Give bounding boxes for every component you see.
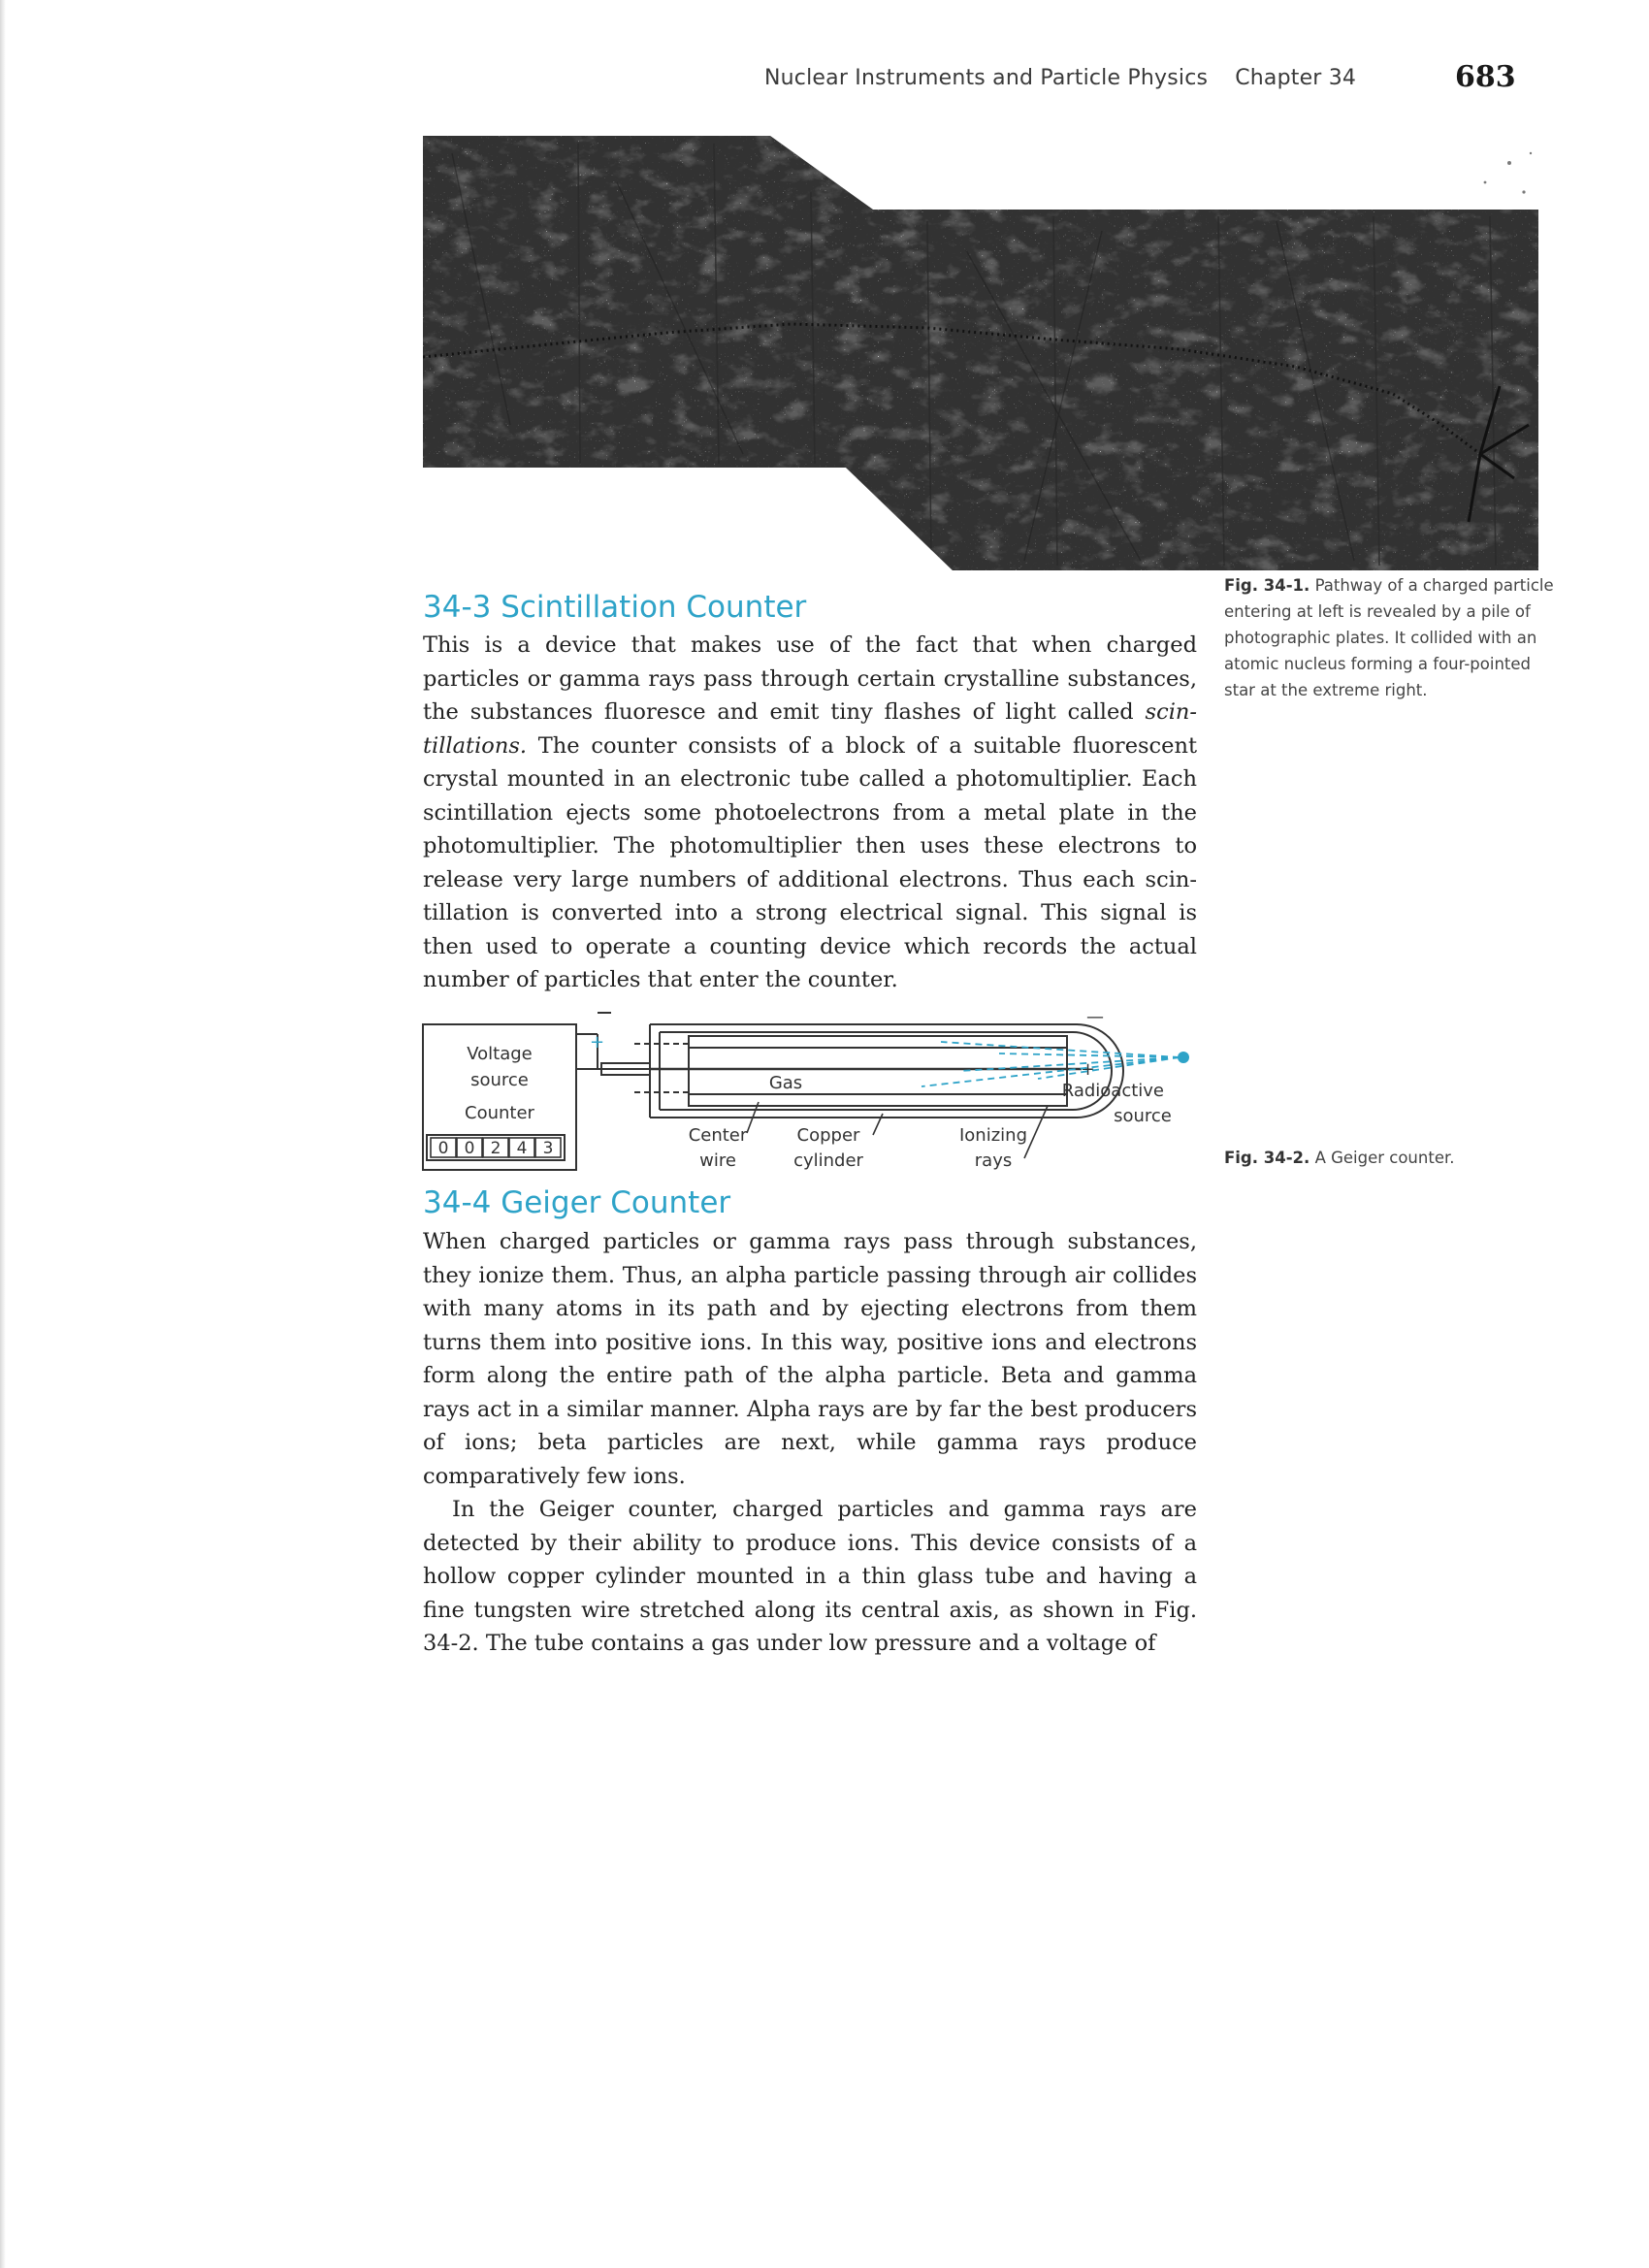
source-label: source: [470, 1070, 529, 1090]
figure-1-label: Fig. 34-1.: [1224, 576, 1310, 595]
counter-digit: 4: [516, 1139, 528, 1158]
cylinder-label: cylinder: [793, 1150, 863, 1171]
counter-digit: 2: [490, 1139, 501, 1158]
anode-plus: +: [1081, 1059, 1096, 1080]
chapter-label: Chapter 34: [1235, 66, 1357, 90]
figure-1-caption-text: Pathway of a charged particle entering at left is revealed by a pile of photographic plates. It collided with an atomic nucleus forming a four-pointed star at the extreme right.: [1224, 576, 1554, 699]
wire-label: wire: [699, 1150, 736, 1171]
counter-digit: 0: [437, 1139, 449, 1158]
particle-track-photograph: [423, 134, 1538, 570]
glass-tube: [601, 1024, 1123, 1118]
radioactive-label: Radioactive: [1061, 1081, 1164, 1101]
gas-label: Gas: [768, 1073, 803, 1093]
voltage-label: Voltage: [467, 1044, 533, 1064]
figure-2-caption-text: A Geiger counter.: [1314, 1149, 1455, 1167]
running-title: Nuclear Instruments and Particle Physics: [764, 66, 1209, 90]
counter-digit: 3: [542, 1139, 554, 1158]
center-label: Center: [688, 1125, 748, 1146]
minus-terminal: —: [1086, 1007, 1104, 1027]
italic-term: scintillations.: [423, 699, 1197, 759]
ionizing-label: Ionizing: [958, 1125, 1028, 1146]
radioactive-source-dot: [1178, 1052, 1189, 1063]
page-number: 683: [1455, 60, 1516, 94]
figure-2-caption: [1224, 1145, 1554, 1171]
counter-digit: 0: [464, 1139, 475, 1158]
running-head: [764, 66, 1356, 90]
copper-label: Copper: [796, 1125, 860, 1146]
section-34-4-paragraph-2: In the Geiger counter, charged particles and gamma rays are detected by their ability to produce ions. This device consists of a hollow copper cylinder mounted in a thin glass tube and having a fine tungsten wire stretched along its central axis, as shown in Fig. 34-2. The tube contains a gas under low pressure and a voltage of: [423, 1497, 1197, 1656]
section-34-3-body: [423, 629, 1197, 997]
section-34-4-paragraph-1: When charged particles or gamma rays pass through substances, they ionize them. Thus, an alpha particle passing through air collides with many atoms in its path and by ejecting electrons from them turns them into positive ions. In this way, positive ions and electrons form along the entire path of the alpha particle. Beta and gamma rays act in a similar manner. Alpha rays are by far the best producers of ions; beta particles are next, while gamma rays produce comparatively few ions.: [423, 1229, 1197, 1489]
geiger-counter-diagram: [417, 1007, 1212, 1182]
section-34-4-body: [423, 1225, 1197, 1661]
plus-terminal: +: [590, 1032, 605, 1053]
section-34-4-heading: 34-4 Geiger Counter: [423, 1185, 731, 1220]
paragraph-text-start: This is a device that makes use of the fact that when charged particles or gamma rays pass through certain crystalline substances, the substances fluoresce and emit tiny flashes of light called: [423, 632, 1197, 725]
rays-label: rays: [974, 1150, 1013, 1171]
counter-display: [427, 1135, 565, 1160]
paragraph-text-end: The counter consists of a block of a suitable fluorescent crystal mounted in an electronic tube called a photomultiplier. Each scintillation ejects some photoelectrons from a metal plate in the photomultiplier. The photomultiplier then uses these electrons to release very large numbers of additional electrons. Thus each scintillation is converted into a strong electrical signal. This signal is then used to operate a counting device which records the actual number of particles that enter the counter.: [423, 732, 1197, 992]
source-word-label: source: [1114, 1106, 1172, 1126]
section-34-3-paragraph: [423, 629, 1197, 997]
section-34-3-heading: 34-3 Scintillation Counter: [423, 590, 807, 625]
figure-2-label: Fig. 34-2.: [1224, 1149, 1310, 1167]
figure-1-caption: [1224, 572, 1554, 703]
counter-label: Counter: [465, 1103, 534, 1123]
page-edge: [0, 0, 6, 2268]
